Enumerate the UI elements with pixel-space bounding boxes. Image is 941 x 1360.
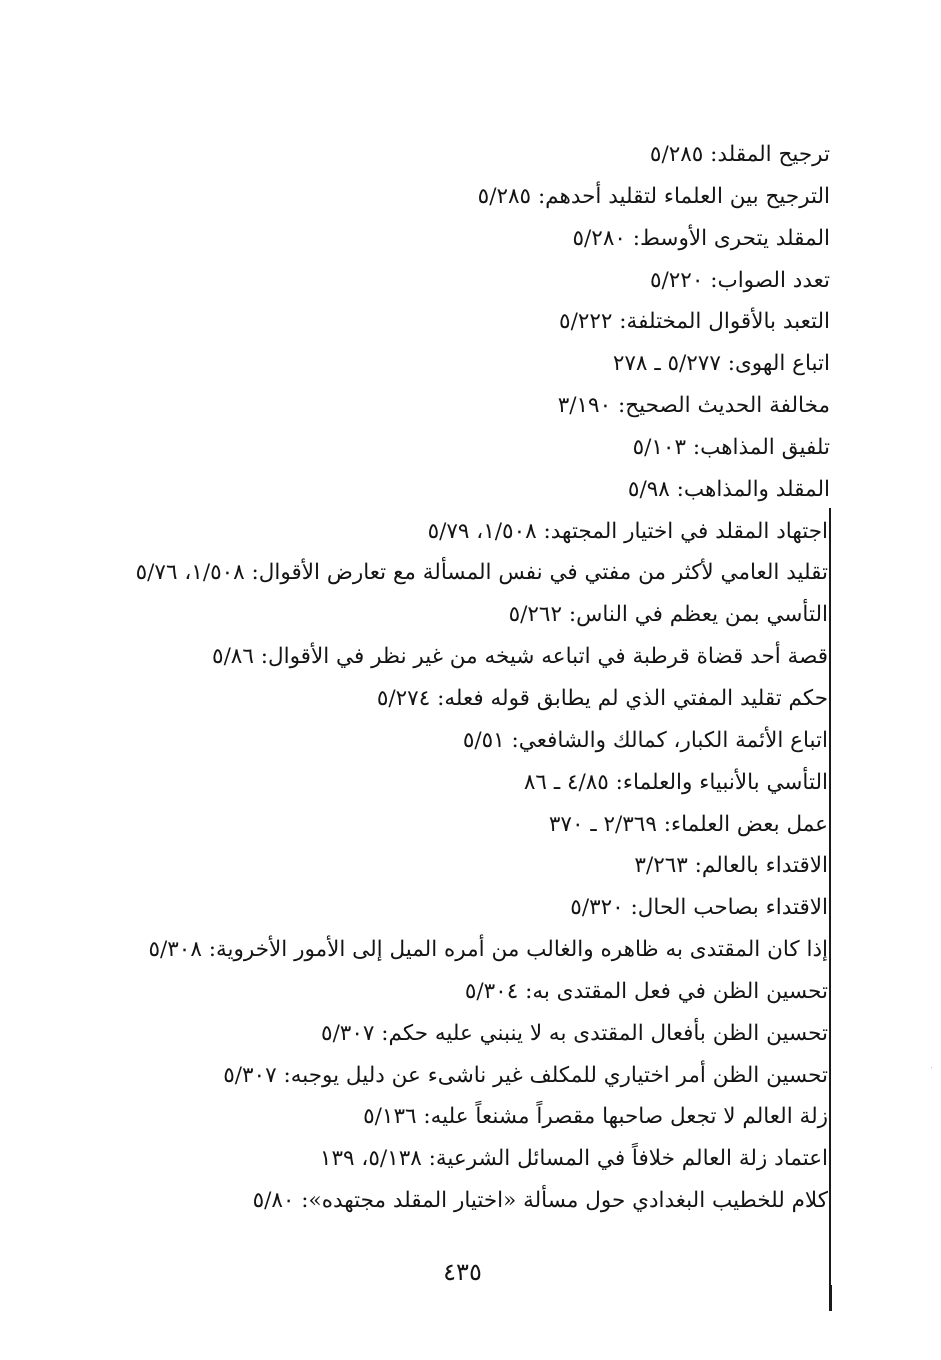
index-entry: حكم تقليد المفتي الذي لم يطابق قوله فعله: ٥/٢٧٤	[376, 685, 828, 711]
index-entry: تعدد الصواب: ٥/٢٢٠	[649, 267, 830, 293]
index-entry: اتباع الهوى: ٥/٢٧٧ ـ ٢٧٨	[612, 351, 830, 377]
page-number: ٤٣٥	[443, 1258, 482, 1286]
index-entry: تلفيق المذاهب: ٥/١٠٣	[632, 434, 830, 460]
index-entry: الاقتداء بالعالم: ٣/٢٦٣	[634, 853, 828, 879]
index-entry: قصة أحد قضاة قرطبة في اتباعه شيخه من غير نظر في الأقوال: ٥/٨٦	[212, 644, 828, 670]
index-entry: الاقتداء بصاحب الحال: ٥/٣٢٠	[570, 895, 828, 921]
index-entry: المقلد والمذاهب: ٥/٩٨	[627, 476, 830, 502]
index-entry: التعبد بالأقوال المختلفة: ٥/٢٢٢	[559, 309, 830, 335]
index-entry: مخالفة الحديث الصحيح: ٣/١٩٠	[557, 393, 830, 419]
index-entry: اجتهاد المقلد في اختيار المجتهد: ١/٥٠٨، ٥/٧٩	[427, 518, 828, 544]
index-entry: زلة العالم لا تجعل صاحبها مقصراً مشنعاً عليه: ٥/١٣٦	[363, 1104, 828, 1130]
vertical-rule	[829, 508, 831, 1310]
index-entry: تقليد العامي لأكثر من مفتي في نفس المسألة مع تعارض الأقوال: ١/٥٠٨، ٥/٧٦	[135, 560, 828, 586]
index-entry: عمل بعض العلماء: ٢/٣٦٩ ـ ٣٧٠	[548, 811, 828, 837]
vertical-rule-end	[829, 1285, 832, 1311]
index-entry: تحسين الظن في فعل المقتدى به: ٥/٣٠٤	[464, 978, 828, 1004]
index-entry: تحسين الظن أمر اختياري للمكلف غير ناشىء عن دليل يوجبه: ٥/٣٠٧	[223, 1062, 828, 1088]
index-entry: كلام للخطيب البغدادي حول مسألة «اختيار المقلد مجتهده»: ٥/٨٠	[252, 1188, 828, 1214]
margin-mark	[931, 1067, 932, 1068]
index-entry: إذا كان المقتدى به ظاهره والغالب من أمره الميل إلى الأمور الأخروية: ٥/٣٠٨	[148, 937, 828, 963]
index-entry: ترجيح المقلد: ٥/٢٨٥	[649, 142, 830, 167]
index-entry: الترجيح بين العلماء لتقليد أحدهم: ٥/٢٨٥	[477, 183, 830, 209]
index-entry-list	[70, 134, 830, 1222]
index-entry: التأسي بالأنبياء والعلماء: ٤/٨٥ ـ ٨٦	[523, 769, 828, 795]
index-entry: المقلد يتحرى الأوسط: ٥/٢٨٠	[572, 225, 830, 251]
index-entry: تحسين الظن بأفعال المقتدى به لا ينبني عليه حكم: ٥/٣٠٧	[321, 1020, 828, 1046]
index-entry: التأسي بمن يعظم في الناس: ٥/٢٦٢	[508, 602, 828, 628]
index-entry: اتباع الأئمة الكبار، كمالك والشافعي: ٥/٥١	[462, 727, 828, 753]
index-entry: اعتماد زلة العالم خلافاً في المسائل الشرعية: ٥/١٣٨، ١٣٩	[319, 1146, 828, 1172]
